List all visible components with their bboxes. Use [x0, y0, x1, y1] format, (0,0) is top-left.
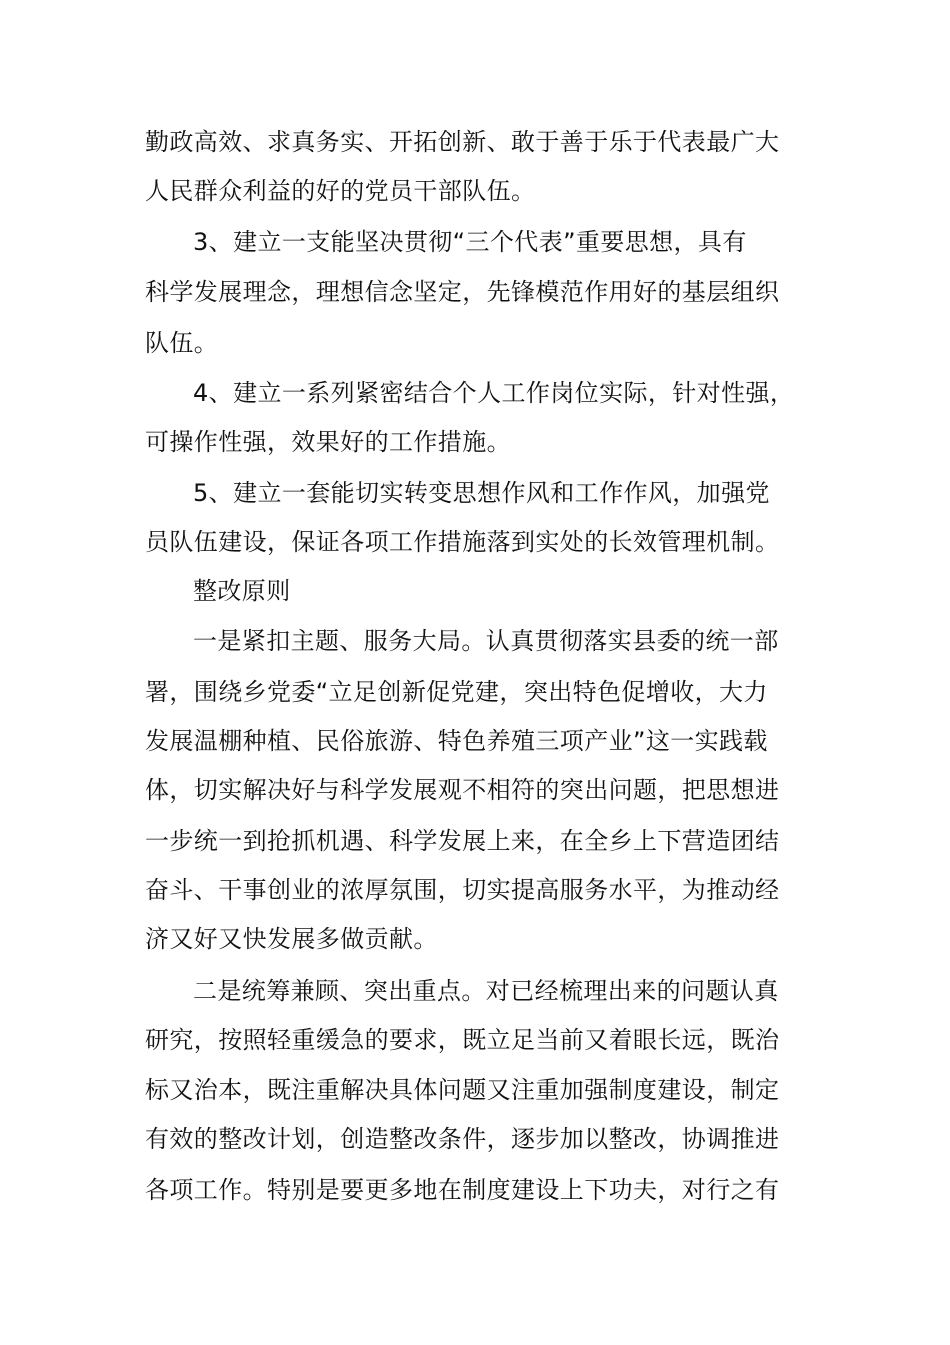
text-line: 二是统筹兼顾、突出重点。对已经梳理出来的问题认真 [193, 977, 779, 1005]
text-line: 勤政高效、求真务实、开拓创新、敢于善于乐于代表最广大 [145, 128, 780, 156]
text-line: 发展温棚种植、民俗旅游、特色养殖三项产业”这一实践载 [145, 727, 768, 755]
text-line: 一是紧扣主题、服务大局。认真贯彻落实县委的统一部 [193, 627, 779, 655]
text-line: 标又治本，既注重解决具体问题又注重加强制度建设，制定 [145, 1076, 780, 1104]
text-line: 济又好又快发展多做贡献。 [145, 925, 438, 953]
text-line: 4、建立一系列紧密结合个人工作岗位实际，针对性强， [193, 379, 795, 407]
text-line: 可操作性强，效果好的工作措施。 [145, 428, 511, 456]
text-line: 科学发展理念，理想信念坚定，先锋模范作用好的基层组织 [145, 278, 780, 306]
section-heading: 整改原则 [193, 577, 291, 605]
text-line: 3、建立一支能坚决贯彻“三个代表”重要思想，具有 [193, 228, 747, 256]
text-line: 员队伍建设，保证各项工作措施落到实处的长效管理机制。 [145, 528, 780, 556]
text-line: 各项工作。特别是要更多地在制度建设上下功夫，对行之有 [145, 1176, 780, 1204]
text-line: 人民群众利益的好的党员干部队伍。 [145, 177, 536, 205]
text-line: 研究，按照轻重缓急的要求，既立足当前又着眼长远，既治 [145, 1026, 780, 1054]
text-line: 队伍。 [145, 329, 219, 357]
text-line: 有效的整改计划，创造整改条件，逐步加以整改，协调推进 [145, 1125, 780, 1153]
text-line: 署，围绕乡党委“立足创新促党建，突出特色促增收，大力 [145, 678, 768, 706]
text-line: 奋斗、干事创业的浓厚氛围，切实提高服务水平，为推动经 [145, 876, 780, 904]
text-line: 体，切实解决好与科学发展观不相符的突出问题，把思想进 [145, 776, 780, 804]
text-line: 一步统一到抢抓机遇、科学发展上来，在全乡上下营造团结 [145, 827, 780, 855]
text-line: 5、建立一套能切实转变思想作风和工作作风，加强党 [193, 479, 770, 507]
